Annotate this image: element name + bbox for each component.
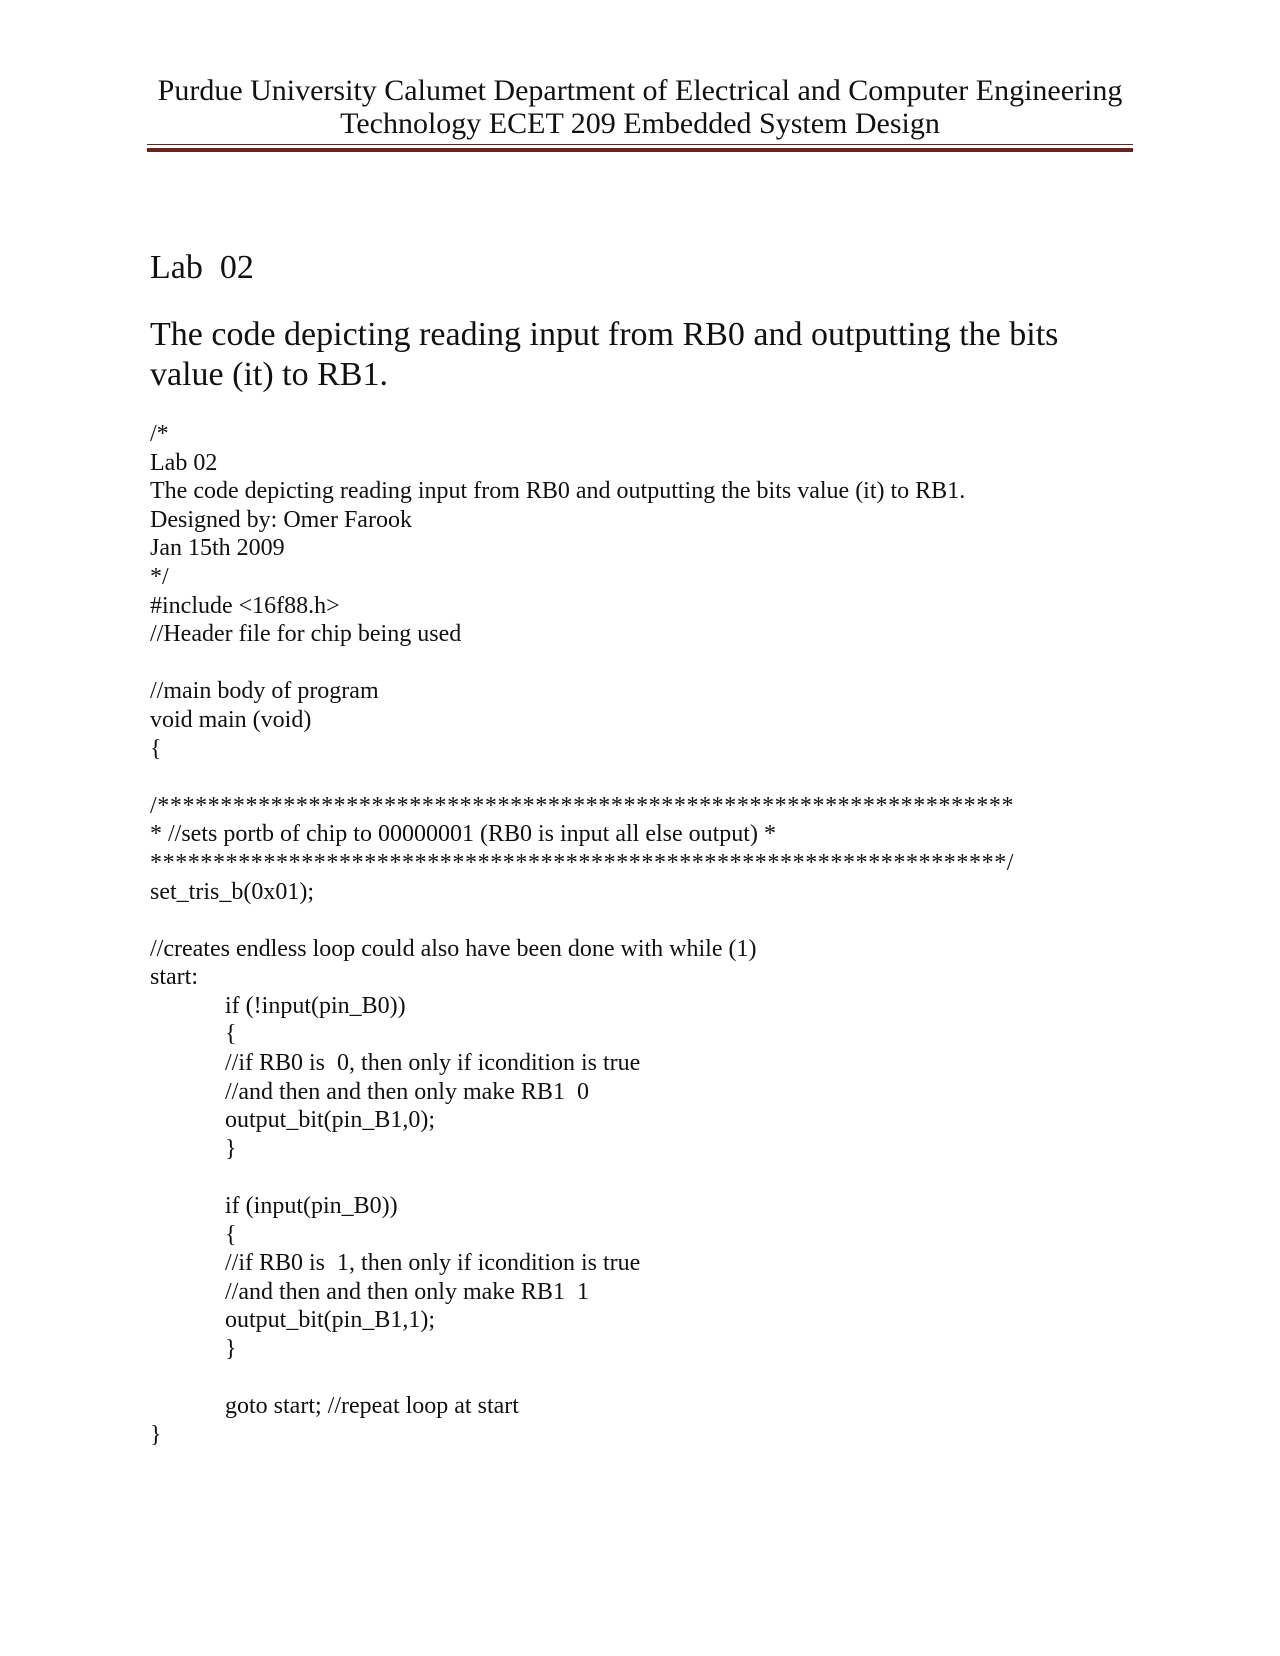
header-line-2: Technology ECET 209 Embedded System Design [340,107,940,140]
code-line: goto start; //repeat loop at start [225,1393,519,1420]
code-line: //and then and then only make RB1 0 [225,1078,589,1105]
header-line-1: Purdue University Calumet Department of Electrical and Computer Engineering [157,74,1123,107]
lab-title: Lab 02 [150,249,254,286]
code-line: { [225,1021,237,1048]
code-line: //if RB0 is 0, then only if icondition is true [225,1050,641,1077]
code-line: //main body of program [150,678,379,705]
code-line: } [225,1135,237,1162]
code-line: //if RB0 is 1, then only if icondition is true [225,1250,641,1277]
code-line: output_bit(pin_B1,1); [225,1307,435,1334]
code-line: } [225,1336,237,1362]
code-line: /******************************************************************** [150,792,1015,819]
code-line [150,1163,1150,1192]
code-line: Designed by: Omer Farook [150,506,412,533]
code-line [150,906,1150,935]
code-line: Jan 15th 2009 [150,535,285,562]
document-heading: The code depicting reading input from RB0 and outputting the bits value (it) to RB1. [150,316,1059,393]
code-listing [150,420,1150,1449]
code-line [150,763,1150,792]
code-line: * //sets portb of chip to 00000001 (RB0 is input all else output) * [150,821,776,848]
code-line: The code depicting reading input from RB0 and outputting the bits value (it) to RB1. [150,478,966,505]
code-line: #include <16f88.h> [150,592,340,619]
code-line: set_tris_b(0x01); [150,878,314,905]
code-line: //and then and then only make RB1 1 [225,1278,589,1305]
code-line [150,649,1150,678]
code-line: if (!input(pin_B0)) [225,992,406,1019]
code-line [150,1364,1150,1393]
code-line: void main (void) [150,706,312,733]
header-rule-thick [147,148,1133,152]
code-line: //Header file for chip being used [150,621,462,648]
code-line: { [150,735,162,762]
code-line: output_bit(pin_B1,0); [225,1107,435,1134]
code-line: /* [150,421,169,447]
code-line: Lab 02 [150,449,218,476]
code-line: ********************************************************************/ [150,849,1015,876]
code-line: if (input(pin_B0)) [225,1193,398,1220]
code-line: } [150,1421,162,1448]
code-line: start: [150,964,198,991]
code-line: { [225,1221,237,1248]
header-rule-thin [147,144,1133,145]
code-line: */ [150,563,169,590]
page-header [147,74,1133,140]
code-line: //creates endless loop could also have been done with while (1) [150,935,757,962]
